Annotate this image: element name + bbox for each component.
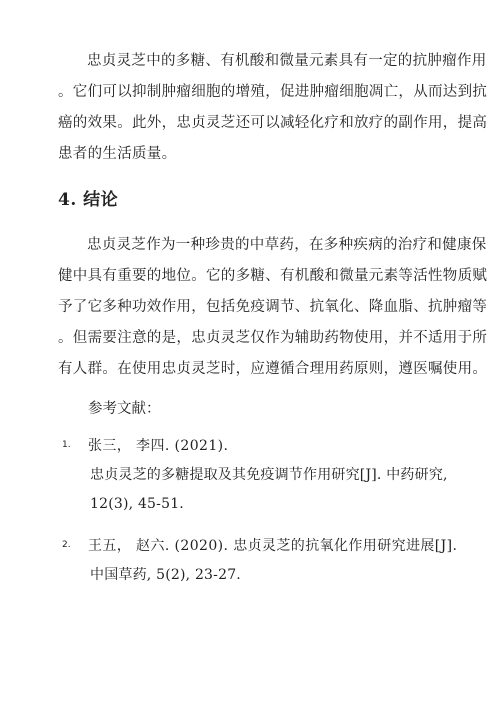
- reference-number: 1.: [62, 440, 71, 450]
- paragraph-line: 忠贞灵芝作为一种珍贵的中草药，在多种疾病的治疗和健康保: [87, 237, 487, 253]
- references-title: 参考文献：: [88, 401, 161, 417]
- reference-item: [62, 532, 462, 590]
- paragraph-antitumor: [58, 46, 488, 170]
- paragraph-line: 健中具有重要的地位。它的多糖、有机酸和微量元素等活性物质赋: [58, 268, 488, 284]
- reference-line: 忠贞灵芝的多糖提取及其免疫调节作用研究[J]. 中药研究,: [90, 467, 448, 483]
- paragraph-line: 有人群。在使用忠贞灵芝时，应遵循合理用药原则，遵医嘱使用。: [58, 361, 488, 377]
- reference-number: 2.: [62, 540, 71, 550]
- paragraph-line: 。但需要注意的是，忠贞灵芝仅作为辅助药物使用，并不适用于所: [58, 330, 488, 346]
- reference-line: 王五， 赵六. (2020). 忠贞灵芝的抗氧化作用研究进展[J].: [88, 538, 458, 554]
- paragraph-line: 患者的生活质量。: [58, 146, 177, 162]
- reference-line: 中国草药, 5(2), 23-27.: [90, 567, 241, 583]
- paragraph-line: 予了它多种功效作用，包括免疫调节、抗氧化、降血脂、抗肿瘤等: [58, 299, 488, 315]
- reference-item: [62, 432, 462, 519]
- reference-line: 张三， 李四. (2021).: [88, 438, 229, 454]
- paragraph-line: 。它们可以抑制肿瘤细胞的增殖，促进肿瘤细胞凋亡，从而达到抗: [58, 84, 488, 100]
- section-heading-conclusion: 4. 结论: [58, 190, 119, 210]
- paragraph-line: 忠贞灵芝中的多糖、有机酸和微量元素具有一定的抗肿瘤作用: [87, 53, 487, 69]
- reference-line: 12(3), 45-51.: [90, 496, 184, 512]
- paragraph-line: 癌的效果。此外，忠贞灵芝还可以减轻化疗和放疗的副作用，提高: [58, 115, 488, 131]
- paragraph-conclusion: [58, 230, 488, 385]
